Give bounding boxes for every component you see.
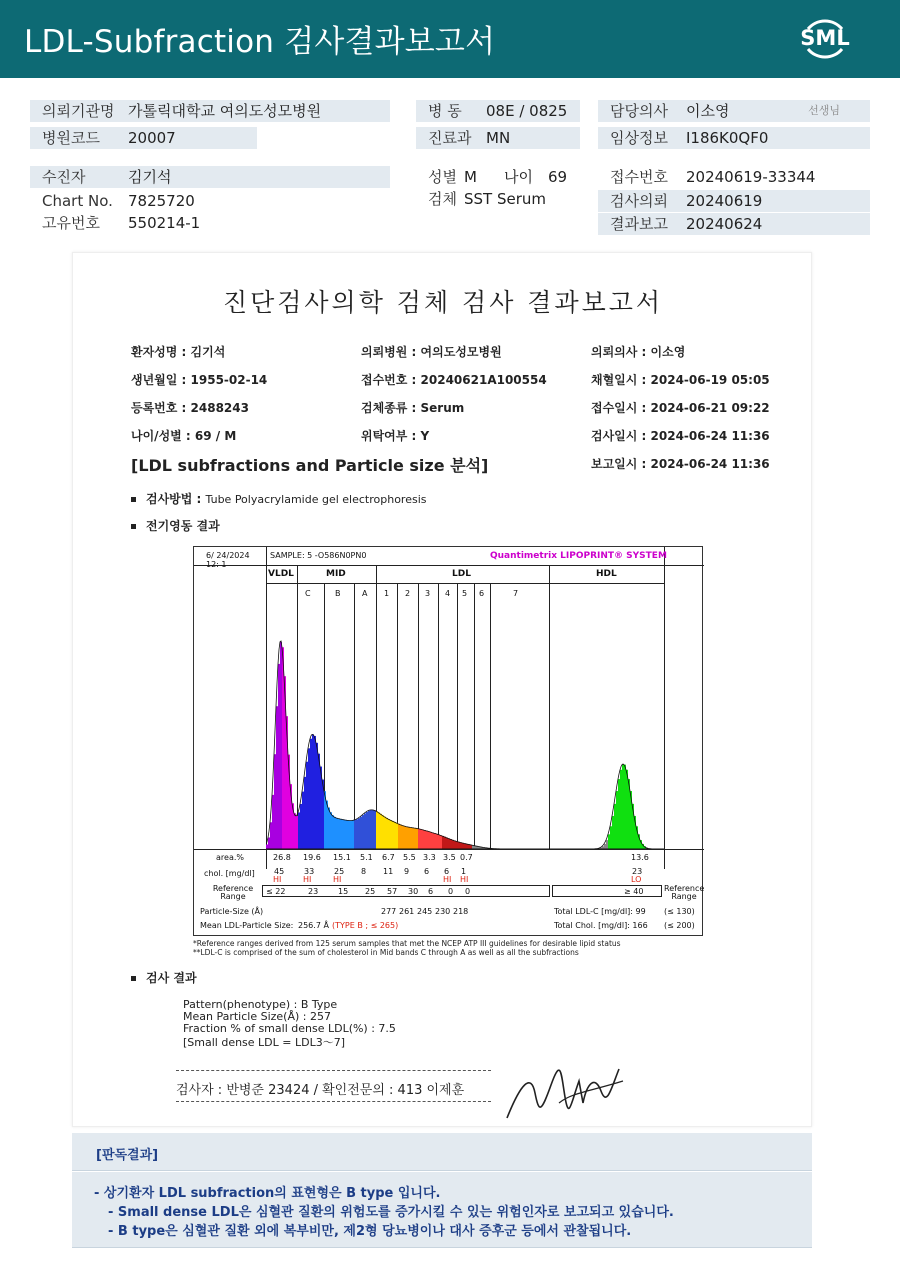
receipt-value: 20240619-33344 bbox=[686, 168, 816, 186]
curve-segment bbox=[608, 834, 610, 849]
method-label: 검사방법 : bbox=[146, 492, 202, 506]
curve-segment bbox=[438, 834, 440, 849]
request-value: 20240619 bbox=[686, 192, 763, 210]
curve-segment bbox=[376, 811, 378, 849]
hospital-row bbox=[30, 100, 390, 122]
band-label-2: 2 bbox=[405, 589, 411, 598]
curve-segment bbox=[276, 706, 278, 849]
doctor-row bbox=[598, 100, 870, 122]
ref-value: 0 bbox=[448, 887, 454, 896]
method-line bbox=[131, 490, 427, 507]
info-birth: 생년월일 : 1955-02-14 bbox=[131, 373, 268, 387]
size-value: 245 bbox=[417, 907, 433, 916]
area-value: 6.7 bbox=[382, 853, 395, 862]
chol-label: chol. [mg/dl] bbox=[204, 869, 255, 878]
judgement-title: [판독결과] bbox=[96, 1148, 159, 1163]
band-label-4: 4 bbox=[445, 589, 451, 598]
info-doctor: 의뢰의사 : 이소영 bbox=[591, 345, 686, 359]
curve-segment bbox=[314, 736, 316, 849]
total-chol: Total Chol. [mg/dl]: 166 bbox=[554, 921, 648, 930]
request-label: 검사의뢰 bbox=[610, 192, 668, 210]
curve-segment bbox=[450, 839, 452, 849]
specimen-row bbox=[416, 188, 596, 210]
chol-value: 9 bbox=[404, 867, 410, 876]
curve-segment bbox=[306, 762, 308, 849]
curve-segment bbox=[372, 810, 374, 849]
sex-age-row bbox=[416, 166, 596, 188]
ward-value: 08E / 0825 bbox=[486, 102, 568, 120]
patient-row bbox=[30, 166, 390, 188]
curve-segment bbox=[432, 833, 434, 849]
signature-image bbox=[501, 1063, 631, 1123]
group-ldl: LDL bbox=[452, 569, 471, 579]
uid-row bbox=[30, 212, 390, 234]
size-value: 277 bbox=[381, 907, 397, 916]
electrophoresis-chart bbox=[193, 546, 703, 936]
mean-value: 256.7 Å bbox=[298, 921, 329, 930]
curve-segment bbox=[384, 817, 386, 849]
area-value: 3.5 bbox=[443, 853, 456, 862]
clinical-value: I186K0QF0 bbox=[686, 129, 769, 147]
curve-segment bbox=[622, 765, 624, 849]
curve-segment bbox=[440, 835, 442, 849]
curve-segment bbox=[430, 832, 432, 849]
mean-type: (TYPE B ; ≤ 265) bbox=[332, 921, 399, 930]
curve-segment bbox=[612, 816, 614, 849]
uid-label: 고유번호 bbox=[42, 214, 100, 232]
curve-segment bbox=[412, 828, 414, 849]
report-scan bbox=[72, 252, 812, 1127]
flag-hi: HI bbox=[333, 875, 342, 884]
curve-segment bbox=[444, 837, 446, 849]
chart-run: 12: 1 bbox=[206, 560, 227, 569]
chart-no-value: 7825720 bbox=[128, 192, 195, 210]
receipt-row bbox=[598, 166, 870, 188]
curve-segment bbox=[456, 841, 458, 849]
age-label: 나이 bbox=[504, 168, 533, 186]
curve-segment bbox=[300, 804, 302, 849]
size-value: 261 bbox=[399, 907, 415, 916]
curve-segment bbox=[340, 819, 342, 849]
result-label: 검사 결과 bbox=[146, 971, 197, 985]
chol-value: 23 bbox=[632, 867, 643, 876]
electro-heading bbox=[131, 517, 220, 534]
size-value: 230 bbox=[435, 907, 451, 916]
curve-segment bbox=[446, 838, 448, 849]
curve-segment bbox=[370, 810, 372, 849]
ref-value: 57 bbox=[387, 887, 398, 896]
curve-segment bbox=[418, 829, 420, 849]
curve-segment bbox=[388, 819, 390, 849]
info-receipt: 접수번호 : 20240621A100554 bbox=[361, 373, 547, 387]
curve-segment bbox=[404, 826, 406, 849]
info-hospital: 의뢰병원 : 여의도성모병원 bbox=[361, 345, 502, 359]
curve-segment bbox=[434, 833, 436, 849]
curve-segment bbox=[268, 837, 270, 849]
area-value: 3.3 bbox=[423, 853, 436, 862]
band-label-A: A bbox=[362, 589, 368, 598]
curve-segment bbox=[390, 820, 392, 849]
flag-hi: HI bbox=[273, 875, 282, 884]
curve-segment bbox=[614, 804, 616, 849]
area-value: 5.1 bbox=[360, 853, 373, 862]
chart-date: 6/ 24/2024 bbox=[206, 551, 250, 560]
ref-label-right: Reference Range bbox=[664, 884, 705, 901]
curve-segment bbox=[452, 840, 454, 849]
curve-segment bbox=[274, 754, 276, 849]
chol-value: 8 bbox=[361, 867, 367, 876]
curve-segment bbox=[326, 801, 328, 849]
curve-segment bbox=[352, 820, 354, 849]
curve-segment bbox=[378, 812, 380, 849]
curve-segment bbox=[454, 841, 456, 849]
curve-segment bbox=[316, 743, 318, 849]
curve-segment bbox=[458, 842, 460, 849]
curve-segment bbox=[368, 811, 370, 849]
ref-box bbox=[262, 885, 550, 897]
info-test-time: 검사일시 : 2024-06-24 11:36 bbox=[591, 429, 770, 443]
curve-segment bbox=[278, 664, 280, 849]
ward-row bbox=[416, 100, 580, 122]
curve-segment bbox=[336, 818, 338, 849]
ref-value: 6 bbox=[428, 887, 434, 896]
curve-segment bbox=[424, 830, 426, 849]
curve-segment bbox=[304, 777, 306, 849]
doctor-value: 이소영 bbox=[686, 102, 730, 120]
curve-segment bbox=[626, 770, 628, 849]
curve-segment bbox=[422, 830, 424, 849]
curve-segment bbox=[364, 813, 366, 849]
sex-value: M bbox=[464, 168, 477, 186]
curve-segment bbox=[328, 808, 330, 849]
curve-segment bbox=[360, 817, 362, 849]
curve-segment bbox=[380, 814, 382, 849]
chol-value: 6 bbox=[424, 867, 430, 876]
curve-segment bbox=[318, 754, 320, 849]
chol-value: 33 bbox=[304, 867, 315, 876]
judgement-line-2: - Small dense LDL은 심혈관 질환의 위험도를 증가시킬 수 있는 위험인자로 보고되고 있습니다. bbox=[108, 1205, 674, 1220]
area-value: 5.5 bbox=[403, 853, 416, 862]
report-subtitle: [LDL subfractions and Particle size 분석] bbox=[131, 456, 489, 475]
curve-segment bbox=[620, 770, 622, 849]
note-1: *Reference ranges derived from 125 serum samples that met the NCEP ATP III guidelines for desirable lipid status bbox=[193, 939, 621, 948]
specimen-label: 검체 bbox=[428, 190, 457, 208]
curve-segment bbox=[310, 739, 312, 849]
curve-segment bbox=[270, 822, 272, 849]
curve-segment bbox=[624, 765, 626, 849]
curve-segment bbox=[396, 823, 398, 849]
report-date-row bbox=[598, 213, 870, 235]
chart-no-label: Chart No. bbox=[42, 192, 113, 210]
group-vldl: VLDL bbox=[268, 569, 294, 579]
hdl-ref-box bbox=[552, 885, 662, 897]
plot-area bbox=[266, 583, 664, 851]
curve-segment bbox=[356, 819, 358, 849]
hdl-ref-value: ≥ 40 bbox=[624, 887, 644, 896]
info-receipt-time: 접수일시 : 2024-06-21 09:22 bbox=[591, 401, 770, 415]
curve-segment bbox=[410, 827, 412, 849]
info-collect-time: 채혈일시 : 2024-06-19 05:05 bbox=[591, 373, 770, 387]
curve-segment bbox=[442, 836, 444, 849]
size-value: 218 bbox=[453, 907, 469, 916]
flag-lo: LO bbox=[631, 875, 642, 884]
hospital-label: 의뢰기관명 bbox=[42, 102, 115, 120]
curve-segment bbox=[308, 748, 310, 849]
band-label-5: 5 bbox=[462, 589, 468, 598]
chol-value: 45 bbox=[274, 867, 285, 876]
chol-value: 25 bbox=[334, 867, 345, 876]
area-value: 15.1 bbox=[333, 853, 351, 862]
method-value: Tube Polyacrylamide gel electrophoresis bbox=[205, 493, 427, 506]
group-hdl: HDL bbox=[596, 569, 617, 579]
curve-segment bbox=[616, 791, 618, 849]
note-2: **LDL-C is comprised of the sum of cholesterol in Mid bands C through A as well as all the subfractions bbox=[193, 948, 579, 957]
result-pattern: Pattern(phenotype) : B Type bbox=[183, 998, 338, 1011]
curve-segment bbox=[428, 831, 430, 849]
info-consign: 위탁여부 : Y bbox=[361, 429, 430, 443]
bullet-icon bbox=[131, 976, 136, 981]
total-ldl-ref: (≤ 130) bbox=[664, 907, 695, 916]
curve-segment bbox=[350, 821, 352, 849]
judgement-body bbox=[72, 1172, 812, 1248]
info-report-time: 보고일시 : 2024-06-24 11:36 bbox=[591, 457, 770, 471]
bullet-icon bbox=[131, 497, 136, 502]
curve-segment bbox=[296, 816, 298, 849]
area-value: 26.8 bbox=[273, 853, 291, 862]
bullet-icon bbox=[131, 524, 136, 529]
curve-segment bbox=[406, 827, 408, 849]
judgement-line-3: - B type은 심혈관 질환 외에 복부비만, 제2형 당뇨병이나 대사 증후군 등에서 관찰됩니다. bbox=[108, 1224, 632, 1239]
area-label: area.% bbox=[216, 853, 244, 862]
doctor-suffix: 선생님 bbox=[808, 104, 840, 117]
ref-value: 23 bbox=[308, 887, 319, 896]
code-row bbox=[30, 127, 257, 149]
patient-value: 김기석 bbox=[128, 168, 172, 186]
area-value: 19.6 bbox=[303, 853, 321, 862]
curve-segment bbox=[398, 824, 400, 849]
chol-value: 6 bbox=[444, 867, 450, 876]
band-label-C: C bbox=[305, 589, 311, 598]
flag-hi: HI bbox=[303, 875, 312, 884]
page-title: LDL-Subfraction 검사결과보고서 bbox=[24, 24, 496, 60]
ref-value: 0 bbox=[465, 887, 471, 896]
curve-segment bbox=[408, 827, 410, 849]
report-date-value: 20240624 bbox=[686, 215, 763, 233]
result-definition: [Small dense LDL = LDL3～7] bbox=[183, 1036, 346, 1049]
logo-text: SML bbox=[800, 26, 850, 50]
curve-segment bbox=[420, 829, 422, 849]
ward-label: 병 동 bbox=[428, 102, 462, 120]
result-heading bbox=[131, 969, 197, 986]
curve-segment bbox=[338, 819, 340, 849]
total-ldl: Total LDL-C [mg/dl]: 99 bbox=[554, 907, 646, 916]
specimen-value: SST Serum bbox=[464, 190, 547, 208]
chol-value: 1 bbox=[461, 867, 467, 876]
dept-row bbox=[416, 127, 580, 149]
curve-segment bbox=[436, 834, 438, 849]
curve-segment bbox=[414, 828, 416, 849]
flag-hi: HI bbox=[443, 875, 452, 884]
area-value: 13.6 bbox=[631, 853, 649, 862]
size-label: Particle-Size (Å) bbox=[200, 907, 264, 916]
mean-label: Mean LDL-Particle Size: bbox=[200, 921, 294, 930]
header-bar bbox=[0, 0, 900, 78]
curve-segment bbox=[302, 792, 304, 849]
age-value: 69 bbox=[548, 168, 568, 186]
chol-value: 11 bbox=[383, 867, 394, 876]
curve-segment bbox=[280, 642, 282, 849]
chart-title: Quantimetrix LIPOPRINT® SYSTEM bbox=[490, 551, 667, 561]
judgement-line-1: - 상기환자 LDL subfraction의 표현형은 B type 입니다. bbox=[94, 1186, 441, 1201]
clinical-row bbox=[598, 127, 870, 149]
dept-label: 진료과 bbox=[428, 129, 472, 147]
result-size: Mean Particle Size(Å) : 257 bbox=[183, 1010, 331, 1023]
info-reg-no: 등록번호 : 2488243 bbox=[131, 401, 249, 415]
doctor-label: 담당의사 bbox=[610, 102, 668, 120]
curve-segment bbox=[394, 822, 396, 849]
area-value: 0.7 bbox=[460, 853, 473, 862]
band-label-6: 6 bbox=[479, 589, 485, 598]
total-chol-ref: (≤ 200) bbox=[664, 921, 695, 930]
curve-segment bbox=[426, 831, 428, 849]
flag-hi: HI bbox=[460, 875, 469, 884]
info-age-sex: 나이/성별 : 69 / M bbox=[131, 429, 237, 443]
curve-segment bbox=[610, 826, 612, 849]
curve-segment bbox=[298, 812, 300, 849]
curve-segment bbox=[312, 734, 314, 849]
curve-segment bbox=[606, 840, 608, 849]
chart-no-row bbox=[30, 190, 390, 212]
ref-value: 30 bbox=[408, 887, 419, 896]
curve-segment bbox=[460, 842, 462, 849]
curve-segment bbox=[354, 820, 356, 849]
chart-sample: SAMPLE: 5 -O586N0PN0 bbox=[270, 551, 367, 560]
curve-segment bbox=[366, 812, 368, 849]
curve-segment bbox=[400, 825, 402, 849]
info-patient-name: 환자성명 : 김기석 bbox=[131, 345, 226, 359]
curve-segment bbox=[362, 815, 364, 849]
band-label-3: 3 bbox=[425, 589, 431, 598]
group-mid: MID bbox=[326, 569, 346, 579]
curve-segment bbox=[358, 818, 360, 849]
curve-segment bbox=[346, 820, 348, 849]
uid-value: 550214-1 bbox=[128, 214, 201, 232]
request-row bbox=[598, 190, 870, 212]
sml-logo bbox=[798, 12, 852, 66]
curve-segment bbox=[348, 820, 350, 849]
curve-segment bbox=[294, 813, 296, 849]
curve-segment bbox=[416, 828, 418, 849]
curve-segment bbox=[334, 817, 336, 849]
curve-segment bbox=[618, 779, 620, 849]
ref-value: 25 bbox=[365, 887, 376, 896]
curve-segment bbox=[386, 818, 388, 849]
ref-label: Reference Range bbox=[212, 884, 254, 901]
signature-line: 검사자 : 반병준 23424 / 확인전문의 : 413 이제훈 bbox=[176, 1083, 465, 1098]
curve-segment bbox=[342, 819, 344, 849]
curve-segment bbox=[402, 825, 404, 849]
band-label-1: 1 bbox=[384, 589, 390, 598]
dept-value: MN bbox=[486, 129, 511, 147]
curve-segment bbox=[382, 815, 384, 849]
receipt-label: 접수번호 bbox=[610, 168, 668, 186]
curve-segment bbox=[332, 815, 334, 849]
report-date-label: 결과보고 bbox=[610, 215, 668, 233]
curve-segment bbox=[374, 810, 376, 849]
band-label-B: B bbox=[335, 589, 341, 598]
code-value: 20007 bbox=[128, 129, 176, 147]
clinical-label: 임상정보 bbox=[610, 129, 668, 147]
ref-value: ≤ 22 bbox=[266, 887, 286, 896]
code-label: 병원코드 bbox=[42, 129, 100, 147]
electro-label: 전기영동 결과 bbox=[146, 519, 220, 533]
patient-label: 수진자 bbox=[42, 168, 86, 186]
sex-label: 성별 bbox=[428, 168, 457, 186]
curve-segment bbox=[272, 795, 274, 849]
result-fraction: Fraction % of small dense LDL(%) : 7.5 bbox=[183, 1022, 396, 1035]
ref-value: 15 bbox=[338, 887, 349, 896]
info-specimen: 검체종류 : Serum bbox=[361, 401, 465, 415]
band-label-7: 7 bbox=[513, 589, 519, 598]
judgement-header bbox=[72, 1133, 812, 1171]
report-title: 진단검사의학 검체 검사 결과보고서 bbox=[222, 288, 664, 317]
curve-segment bbox=[448, 838, 450, 849]
hospital-value: 가톨릭대학교 여의도성모병원 bbox=[128, 102, 322, 120]
curve-segment bbox=[344, 820, 346, 849]
curve-segment bbox=[392, 821, 394, 849]
curve-segment bbox=[330, 812, 332, 849]
